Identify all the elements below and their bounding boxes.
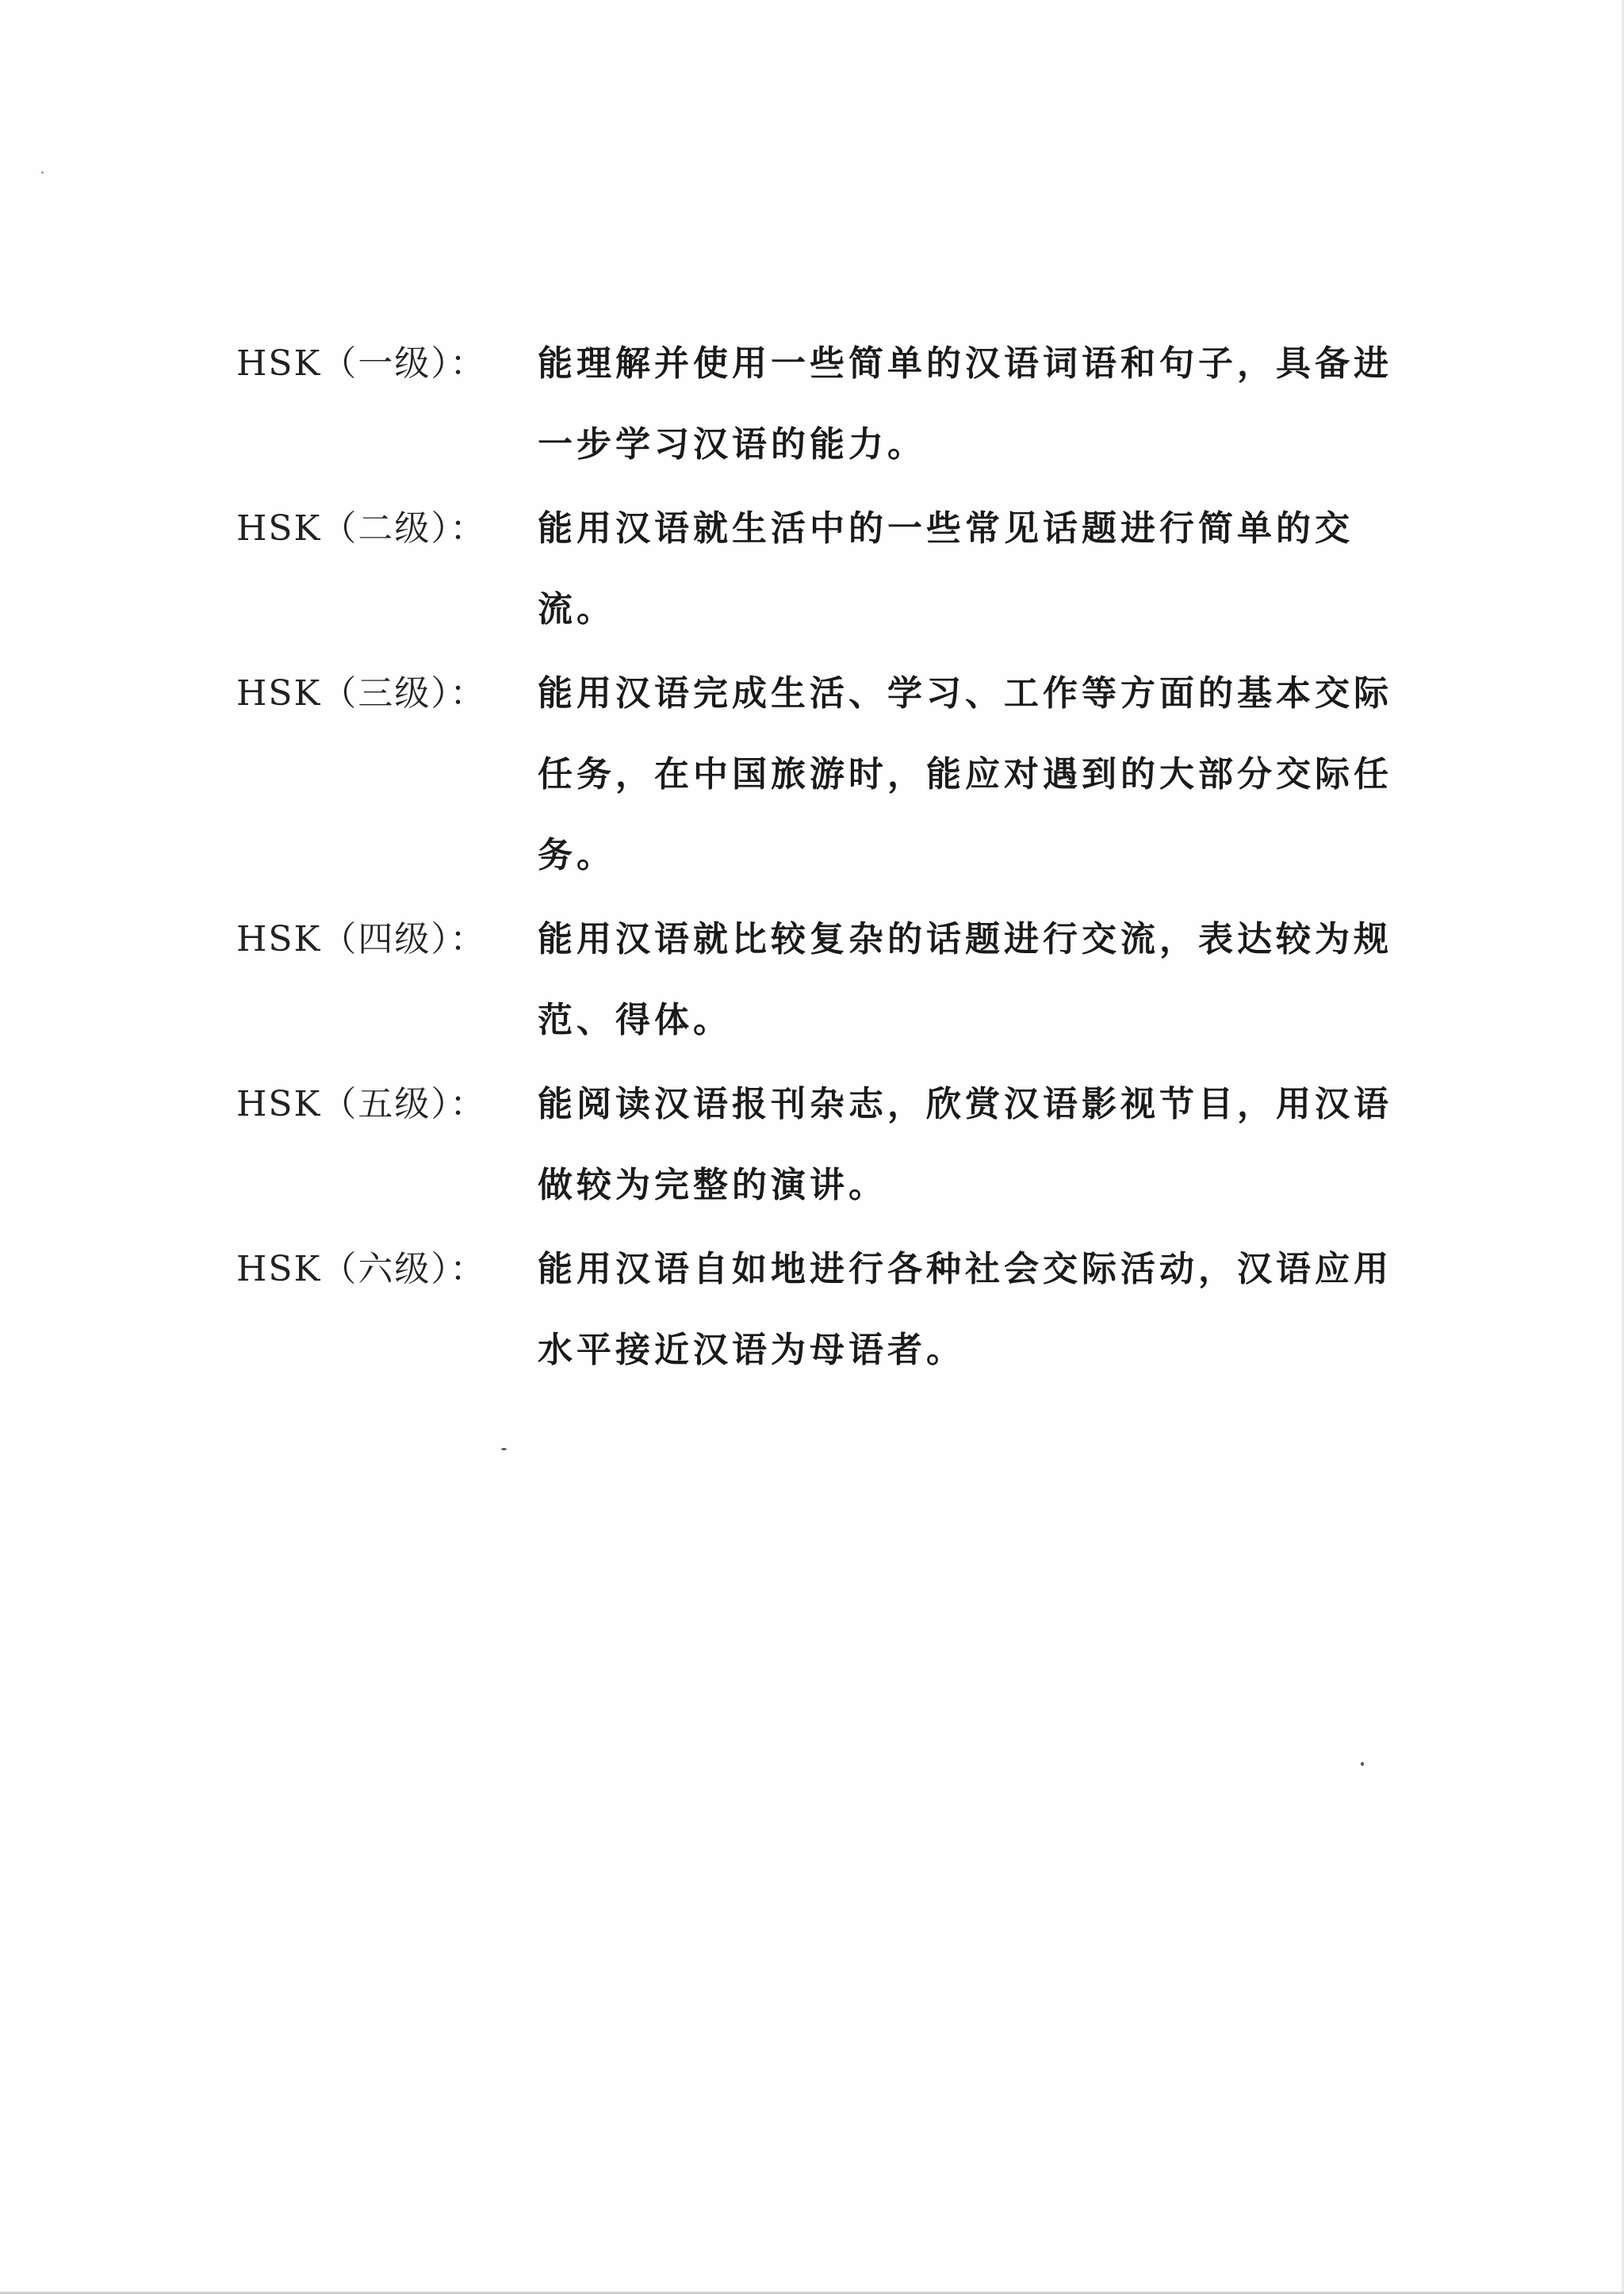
level-label: HSK（六级）： xyxy=(236,1249,487,1289)
level-entry-2 xyxy=(236,488,1394,650)
level-description: 能理解并使用一些简单的汉语词语和句子，具备进一步学习汉语的能力。 xyxy=(538,343,1392,465)
level-label: HSK（一级）： xyxy=(236,343,487,384)
level-entry-1 xyxy=(236,324,1394,485)
scan-speck xyxy=(1361,1762,1364,1766)
level-label: HSK（三级）： xyxy=(236,673,487,714)
level-description: 能用汉语完成生活、学习、工作等方面的基本交际任务，在中国旅游时，能应对遇到的大部分交际任务。 xyxy=(538,673,1392,875)
scan-speck xyxy=(501,1448,507,1450)
level-description: 能用汉语就生活中的一些常见话题进行简单的交流。 xyxy=(538,508,1354,630)
level-description: 能阅读汉语报刊杂志，欣赏汉语影视节目，用汉语做较为完整的演讲。 xyxy=(538,1084,1392,1205)
level-description: 能用汉语自如地进行各种社会交际活动，汉语应用水平接近汉语为母语者。 xyxy=(538,1249,1392,1370)
level-label: HSK（二级）： xyxy=(236,508,487,549)
level-label: HSK（四级）： xyxy=(236,919,487,959)
level-entry-3 xyxy=(236,653,1394,896)
level-label: HSK（五级）： xyxy=(236,1084,487,1124)
level-description: 能用汉语就比较复杂的话题进行交流，表达较为规范、得体。 xyxy=(538,919,1392,1040)
hsk-level-list xyxy=(236,324,1394,1394)
level-entry-5 xyxy=(236,1064,1394,1226)
scan-speck xyxy=(41,171,44,174)
level-entry-4 xyxy=(236,899,1394,1061)
level-entry-6 xyxy=(236,1229,1394,1391)
